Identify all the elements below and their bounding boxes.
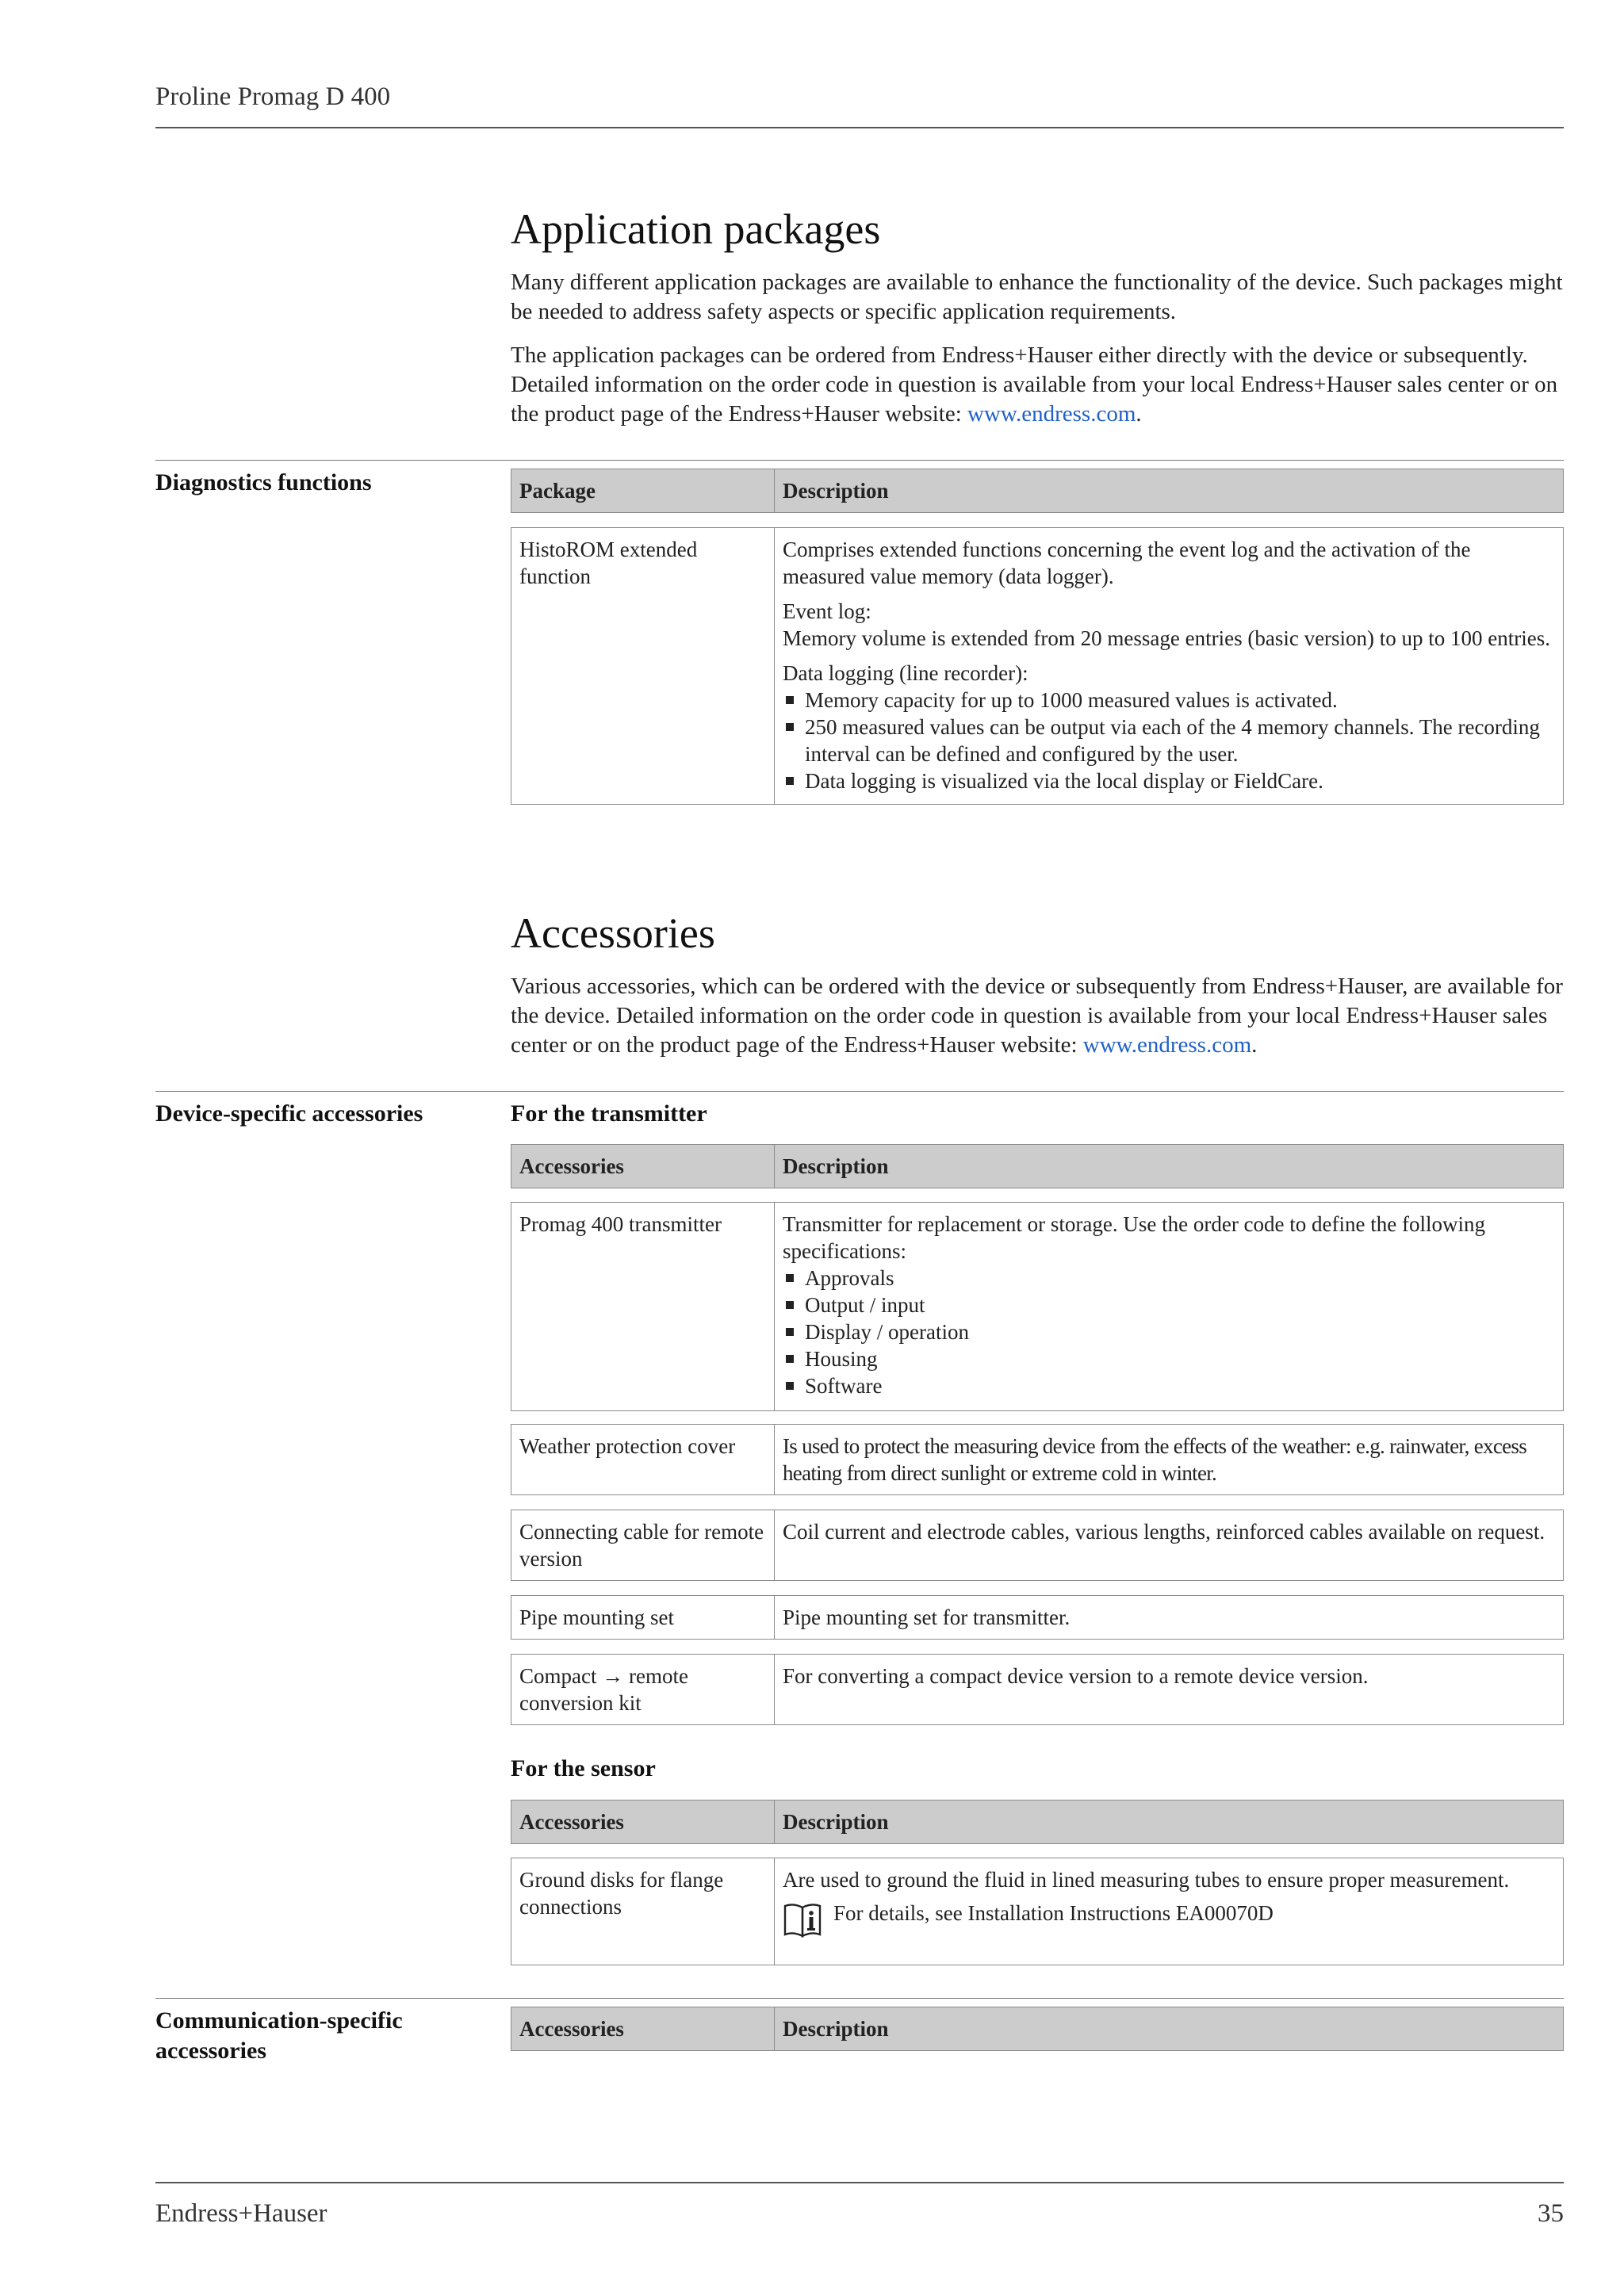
- accessory-description: Pipe mounting set for transmitter.: [775, 1596, 1564, 1640]
- endress-website-link[interactable]: www.endress.com: [967, 401, 1136, 427]
- accessories-heading: Accessories: [511, 909, 715, 957]
- application-packages-heading: Application packages: [511, 205, 881, 253]
- list-item: Data logging is visualized via the local display or FieldCare.: [783, 767, 1555, 794]
- communication-header-table: [511, 2007, 1564, 2051]
- list-item: Output / input: [783, 1292, 1555, 1318]
- application-packages-intro-2: The application packages can be ordered from Endress+Hauser either directly with the device or subsequently. Detailed information on the order code in question is available from your local Endress+Hauser sales center or on the product page of the Endress+Hauser website: www.endress.com.: [511, 342, 1558, 427]
- sensor-header-table: [511, 1800, 1564, 1844]
- table-row: [511, 1596, 1564, 1640]
- book-info-icon: [783, 1900, 822, 1946]
- section-rule: [155, 1091, 1564, 1092]
- table-row: [511, 1510, 1564, 1581]
- column-header-accessories: Accessories: [511, 2007, 775, 2051]
- column-header-accessories: Accessories: [511, 1800, 775, 1844]
- table-row: [511, 528, 1564, 805]
- device-specific-accessories-label: Device-specific accessories: [155, 1100, 423, 1127]
- application-packages-intro-1: Many different application packages are available to enhance the functionality of the device. Such packages might be needed to address safety aspects or specific application requirements.: [511, 270, 1563, 324]
- accessory-description: Transmitter for replacement or storage. Use the order code to define the following specifications: Approvals Output / input Display / operation Housing Software: [775, 1203, 1564, 1411]
- page-number: 35: [1538, 2199, 1564, 2228]
- for-the-transmitter-heading: For the transmitter: [511, 1100, 707, 1127]
- footer-rule: [155, 2182, 1564, 2183]
- column-header-accessories: Accessories: [511, 1145, 775, 1188]
- diagnostics-functions-label: Diagnostics functions: [155, 469, 372, 496]
- header-rule: [155, 127, 1564, 128]
- transmitter-row-table: [511, 1202, 1564, 1411]
- sensor-row-table: [511, 1858, 1564, 1965]
- footer-company: Endress+Hauser: [155, 2199, 327, 2228]
- table-row: [511, 1858, 1564, 1965]
- column-header-description: Description: [775, 469, 1564, 513]
- installation-note: [783, 1900, 1555, 1946]
- list-item: Housing: [783, 1345, 1555, 1372]
- accessory-name: Pipe mounting set: [511, 1596, 775, 1640]
- accessory-name: Promag 400 transmitter: [511, 1203, 775, 1411]
- note-text: For details, see Installation Instructions EA00070D: [833, 1901, 1274, 1925]
- column-header-package: Package: [511, 469, 775, 513]
- accessory-description: Coil current and electrode cables, various lengths, reinforced cables available on request.: [775, 1510, 1564, 1581]
- list-item: Display / operation: [783, 1318, 1555, 1345]
- accessory-description: Is used to protect the measuring device from the effects of the weather: e.g. rainwater, excess heating from direct sunlight or extreme cold in winter.: [775, 1425, 1564, 1495]
- data-logging-list: [783, 687, 1555, 794]
- accessory-name: Weather protection cover: [511, 1425, 775, 1495]
- diagnostics-table: [511, 527, 1564, 805]
- list-item: Approvals: [783, 1265, 1555, 1292]
- list-item: Memory capacity for up to 1000 measured values is activated.: [783, 687, 1555, 714]
- package-name: HistoROM extended function: [511, 528, 775, 805]
- table-row: [511, 1655, 1564, 1725]
- list-item: Software: [783, 1372, 1555, 1399]
- accessory-name: Connecting cable for remote version: [511, 1510, 775, 1581]
- table-row: [511, 1203, 1564, 1411]
- weather-cover-row-table: [511, 1424, 1564, 1495]
- accessory-name: Compact → remote conversion kit: [511, 1655, 775, 1725]
- table-row: [511, 1425, 1564, 1495]
- pipe-mounting-row-table: [511, 1595, 1564, 1640]
- for-the-sensor-heading: For the sensor: [511, 1755, 656, 1781]
- conversion-kit-row-table: [511, 1654, 1564, 1725]
- section-rule: [155, 460, 1564, 461]
- column-header-description: Description: [775, 2007, 1564, 2051]
- accessory-description: Are used to ground the fluid in lined measuring tubes to ensure proper measurement. For details, see Installation Instructions EA00070D: [775, 1858, 1564, 1965]
- transmitter-header-table: [511, 1144, 1564, 1188]
- accessories-intro: Various accessories, which can be ordered with the device or subsequently from Endress+Hauser, are available for the device. Detailed information on the order code in question is available from your local Endress+Hauser sales center or on the product page of the Endress+Hauser website: www.endress.com.: [511, 974, 1563, 1058]
- accessory-name: Ground disks for flange connections: [511, 1858, 775, 1965]
- list-item: 250 measured values can be output via each of the 4 memory channels. The recording interval can be defined and configured by the user.: [783, 714, 1555, 767]
- column-header-description: Description: [775, 1800, 1564, 1844]
- connecting-cable-row-table: [511, 1510, 1564, 1581]
- section-rule: [155, 1998, 1564, 1999]
- diagnostics-header-table: [511, 469, 1564, 513]
- column-header-description: Description: [775, 1145, 1564, 1188]
- endress-website-link[interactable]: www.endress.com: [1082, 1032, 1252, 1058]
- specification-list: [783, 1265, 1555, 1399]
- accessory-description: For converting a compact device version to a remote device version.: [775, 1655, 1564, 1725]
- communication-specific-accessories-label: Communication-specific accessories: [155, 2007, 403, 2064]
- package-description: Comprises extended functions concerning the event log and the activation of the measured value memory (data logger). Event log: Memory volume is extended from 20 message entries (basic version) to up to 100 entries. Data logging (line recorder): Memory capacity for up to 1000 measured values is activated. 250 measured values can be output via each of the 4 memory channels. The recording interval can be defined and configured by the user. Data logging is visualized via the local display or FieldCare.: [775, 528, 1564, 805]
- running-header-title: Proline Promag D 400: [155, 82, 391, 111]
